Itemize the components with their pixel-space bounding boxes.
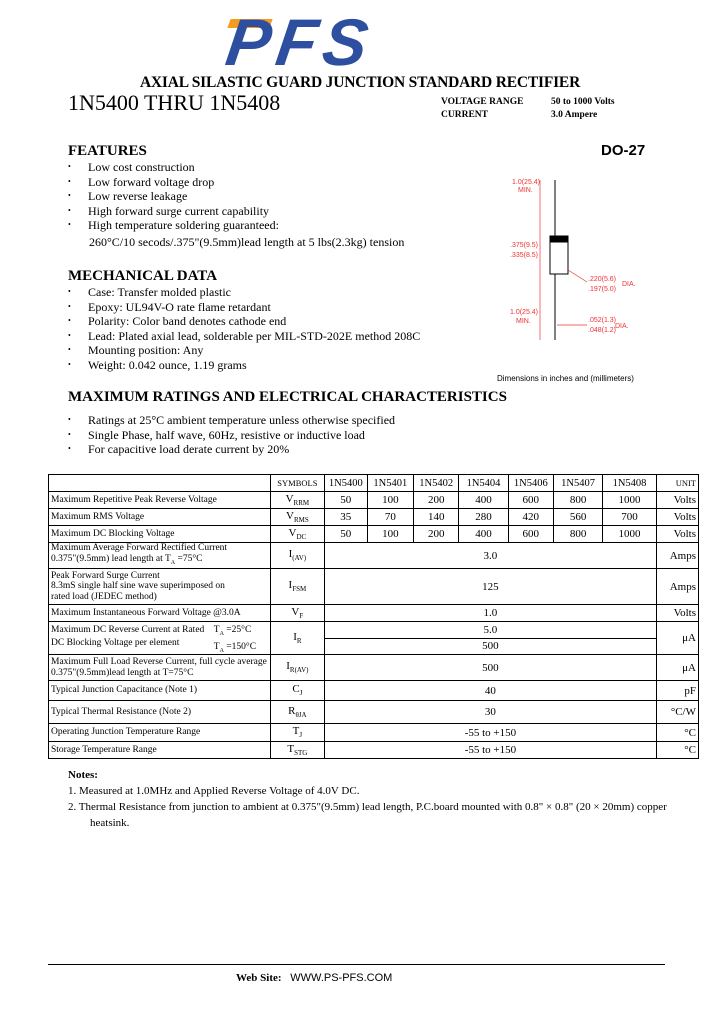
list-item: • Case: Transfer molded plastic <box>66 285 506 300</box>
table-row <box>49 569 699 605</box>
website-label: Web Site: <box>236 972 282 984</box>
soldering-spec: 260°C/10 secods/.375"(9.5mm)lead length at 5 lbs(2.3kg) tension <box>89 235 405 249</box>
cathode-band <box>550 236 568 242</box>
dim-wire-max: .052(1.3) <box>588 317 617 324</box>
unit-cell: μA <box>656 655 698 681</box>
value-cell: 140 <box>414 509 459 526</box>
table-row <box>49 701 699 724</box>
value-cell: 100 <box>367 526 413 543</box>
mechanical-heading: MECHANICAL DATA <box>68 268 218 284</box>
footer-divider <box>48 964 665 965</box>
table-row <box>49 509 699 526</box>
header-part: 1N5408 <box>603 475 657 492</box>
list-item: • High temperature soldering guaranteed: <box>66 218 486 233</box>
dim-bottom-lead: 1.0(25.4) <box>510 309 539 316</box>
value-cell: 5.0 <box>324 622 656 639</box>
notes-list <box>68 783 708 831</box>
header-part: 1N5402 <box>414 475 459 492</box>
header-part: 1N5400 <box>324 475 367 492</box>
symbol-cell: $I_R$ <box>270 622 324 655</box>
value-cell: 100 <box>367 492 413 509</box>
dim-body-min: .335(8.5) <box>510 252 539 259</box>
ratings-table <box>48 474 699 759</box>
header-symbols: SYMBOLS <box>270 475 324 492</box>
value-cell: 1000 <box>603 492 657 509</box>
table-row <box>49 605 699 622</box>
value-cell: 280 <box>459 509 508 526</box>
value-cell: 200 <box>414 526 459 543</box>
value-cell: 600 <box>508 526 553 543</box>
value-cell: -55 to +150 <box>324 742 656 759</box>
value-cell: 800 <box>554 526 603 543</box>
unit-cell: Volts <box>656 492 698 509</box>
table-row <box>49 622 699 639</box>
value-cell: 40 <box>324 681 656 701</box>
package-outline-drawing <box>495 160 655 375</box>
value-cell: 500 <box>324 638 656 655</box>
mechanical-list <box>66 285 506 372</box>
list-item: • For capacitive load derate current by 20% <box>66 442 506 457</box>
features-heading: FEATURES <box>68 143 147 159</box>
max-ratings-list <box>66 413 506 457</box>
symbol-cell: $V_{RMS}$ <box>270 509 324 526</box>
list-item: • Ratings at 25°C ambient temperature unless otherwise specified <box>66 413 506 428</box>
value-cell: 800 <box>554 492 603 509</box>
value-cell: 560 <box>554 509 603 526</box>
value-cell: 500 <box>324 655 656 681</box>
unit-cell: Volts <box>656 605 698 622</box>
param-cell: Storage Temperature Range <box>49 742 271 759</box>
header-param <box>49 475 271 492</box>
symbol-cell: $T_J$ <box>270 724 324 742</box>
dim-leader-body-dia <box>568 270 587 282</box>
dim-wire-label: DIA. <box>615 323 629 330</box>
param-cell: Maximum Instantaneous Forward Voltage @3.0A <box>49 605 271 622</box>
symbol-cell: $C_J$ <box>270 681 324 701</box>
unit-cell: Amps <box>656 543 698 569</box>
value-cell: 50 <box>324 492 367 509</box>
symbol-cell: $I_{FSM}$ <box>270 569 324 605</box>
value-cell: 600 <box>508 492 553 509</box>
list-item: • Polarity: Color band denotes cathode end <box>66 314 506 329</box>
header-part: 1N5407 <box>554 475 603 492</box>
document-title: AXIAL SILASTIC GUARD JUNCTION STANDARD RECTIFIER <box>139 74 581 91</box>
list-item: • Low forward voltage drop <box>66 175 486 190</box>
dim-body-dia-min: .197(5.0) <box>588 286 617 293</box>
list-item: • Low cost construction <box>66 160 486 175</box>
note-item: 2. Thermal Resistance from junction to ambient at 0.375"(9.5mm) lead length, P.C.board mounted with 0.8" × 0.8" (20 × 20mm) copper heatsink. <box>68 801 667 829</box>
param-cell: Maximum DC Reverse Current at Rated DC Blocking Voltage per element $T_A =25^\circ C$ $T_A =150^\circ C$ <box>49 622 271 655</box>
symbol-cell: $I_{(AV)}$ <box>270 543 324 569</box>
dim-wire-min: .048(1.2) <box>588 327 617 334</box>
list-item: • Single Phase, half wave, 60Hz, resistive or inductive load <box>66 428 506 443</box>
dim-top-lead-min: MIN. <box>518 187 533 194</box>
voltage-label: VOLTAGE RANGE <box>441 97 524 107</box>
value-cell: 1.0 <box>324 605 656 622</box>
value-cell: 700 <box>603 509 657 526</box>
unit-cell: Volts <box>656 526 698 543</box>
value-cell: 3.0 <box>324 543 656 569</box>
max-ratings-heading: MAXIMUM RATINGS AND ELECTRICAL CHARACTERISTICS <box>68 389 507 405</box>
value-cell: 400 <box>459 492 508 509</box>
param-cell: Maximum RMS Voltage <box>49 509 271 526</box>
symbol-cell: $V_{RRM}$ <box>270 492 324 509</box>
symbol-cell: $V_F$ <box>270 605 324 622</box>
table-row <box>49 724 699 742</box>
table-header-row <box>49 475 699 492</box>
table-row <box>49 655 699 681</box>
logo-text: PFS <box>221 5 379 79</box>
current-label: CURRENT <box>441 110 488 120</box>
list-item: • High forward surge current capability <box>66 204 486 219</box>
header-part: 1N5404 <box>459 475 508 492</box>
dim-top-lead: 1.0(25.4) <box>512 179 541 186</box>
unit-cell: μA <box>656 622 698 655</box>
symbol-cell: $I_{R(AV)}$ <box>270 655 324 681</box>
unit-cell: Volts <box>656 509 698 526</box>
list-item: • Mounting position: Any <box>66 343 506 358</box>
value-cell: 400 <box>459 526 508 543</box>
value-cell: 125 <box>324 569 656 605</box>
dim-bottom-lead-min: MIN. <box>516 318 531 325</box>
unit-cell: °C <box>656 742 698 759</box>
param-cell: Peak Forward Surge Current 8.3mS single half sine wave superimposed on rated load (JEDEC method) <box>49 569 271 605</box>
symbol-cell: $T_{STG}$ <box>270 742 324 759</box>
value-cell: 70 <box>367 509 413 526</box>
list-item: • Low reverse leakage <box>66 189 486 204</box>
unit-cell: °C/W <box>656 701 698 724</box>
list-item: • Lead: Plated axial lead, solderable per MIL-STD-202E method 208C <box>66 329 506 344</box>
value-cell: -55 to +150 <box>324 724 656 742</box>
features-list <box>66 160 486 233</box>
list-item: • Epoxy: UL94V-O rate flame retardant <box>66 300 506 315</box>
table-row <box>49 492 699 509</box>
header-unit: UNIT <box>656 475 698 492</box>
value-cell: 50 <box>324 526 367 543</box>
table-row <box>49 543 699 569</box>
voltage-value: 50 to 1000 Volts <box>551 97 615 107</box>
value-cell: 30 <box>324 701 656 724</box>
param-cell: Maximum Average Forward Rectified Current 0.375"(9.5mm) lead length at $T_A =75^\circ C$ <box>49 543 271 569</box>
dim-body-dia-label: DIA. <box>622 281 636 288</box>
param-cell: Typical Thermal Resistance (Note 2) <box>49 701 271 724</box>
value-cell: 35 <box>324 509 367 526</box>
dimension-note: Dimensions in inches and (millimeters) <box>497 374 634 383</box>
dim-body-max: .375(9.5) <box>510 242 539 249</box>
current-value: 3.0 Ampere <box>551 110 598 120</box>
param-cell: Maximum Repetitive Peak Reverse Voltage <box>49 492 271 509</box>
footer <box>236 972 392 984</box>
note-item: 1. Measured at 1.0MHz and Applied Reverse Voltage of 4.0V DC. <box>68 785 360 797</box>
spec-summary <box>441 96 615 122</box>
value-cell: 420 <box>508 509 553 526</box>
unit-cell: pF <box>656 681 698 701</box>
unit-cell: Amps <box>656 569 698 605</box>
table-row <box>49 742 699 759</box>
value-cell: 1000 <box>603 526 657 543</box>
part-range: 1N5400 THRU 1N5408 <box>68 90 281 115</box>
table-row <box>49 526 699 543</box>
param-cell: Typical Junction Capacitance (Note 1) <box>49 681 271 701</box>
unit-cell: °C <box>656 724 698 742</box>
param-cell: Maximum DC Blocking Voltage <box>49 526 271 543</box>
website-link[interactable]: WWW.PS-PFS.COM <box>290 972 393 984</box>
header-part: 1N5401 <box>367 475 413 492</box>
symbol-cell: $V_{DC}$ <box>270 526 324 543</box>
package-name: DO-27 <box>601 142 646 159</box>
company-logo <box>205 5 505 79</box>
value-cell: 200 <box>414 492 459 509</box>
symbol-cell: $R_{\theta JA}$ <box>270 701 324 724</box>
dim-body-dia-max: .220(5.6) <box>588 276 617 283</box>
list-item: • Weight: 0.042 ounce, 1.19 grams <box>66 358 506 373</box>
header-part: 1N5406 <box>508 475 553 492</box>
param-cell: Operating Junction Temperature Range <box>49 724 271 742</box>
notes-heading: Notes: <box>68 769 98 781</box>
table-row <box>49 681 699 701</box>
param-cell: Maximum Full Load Reverse Current, full cycle average 0.375"(9.5mm)lead length at T=75°C <box>49 655 271 681</box>
